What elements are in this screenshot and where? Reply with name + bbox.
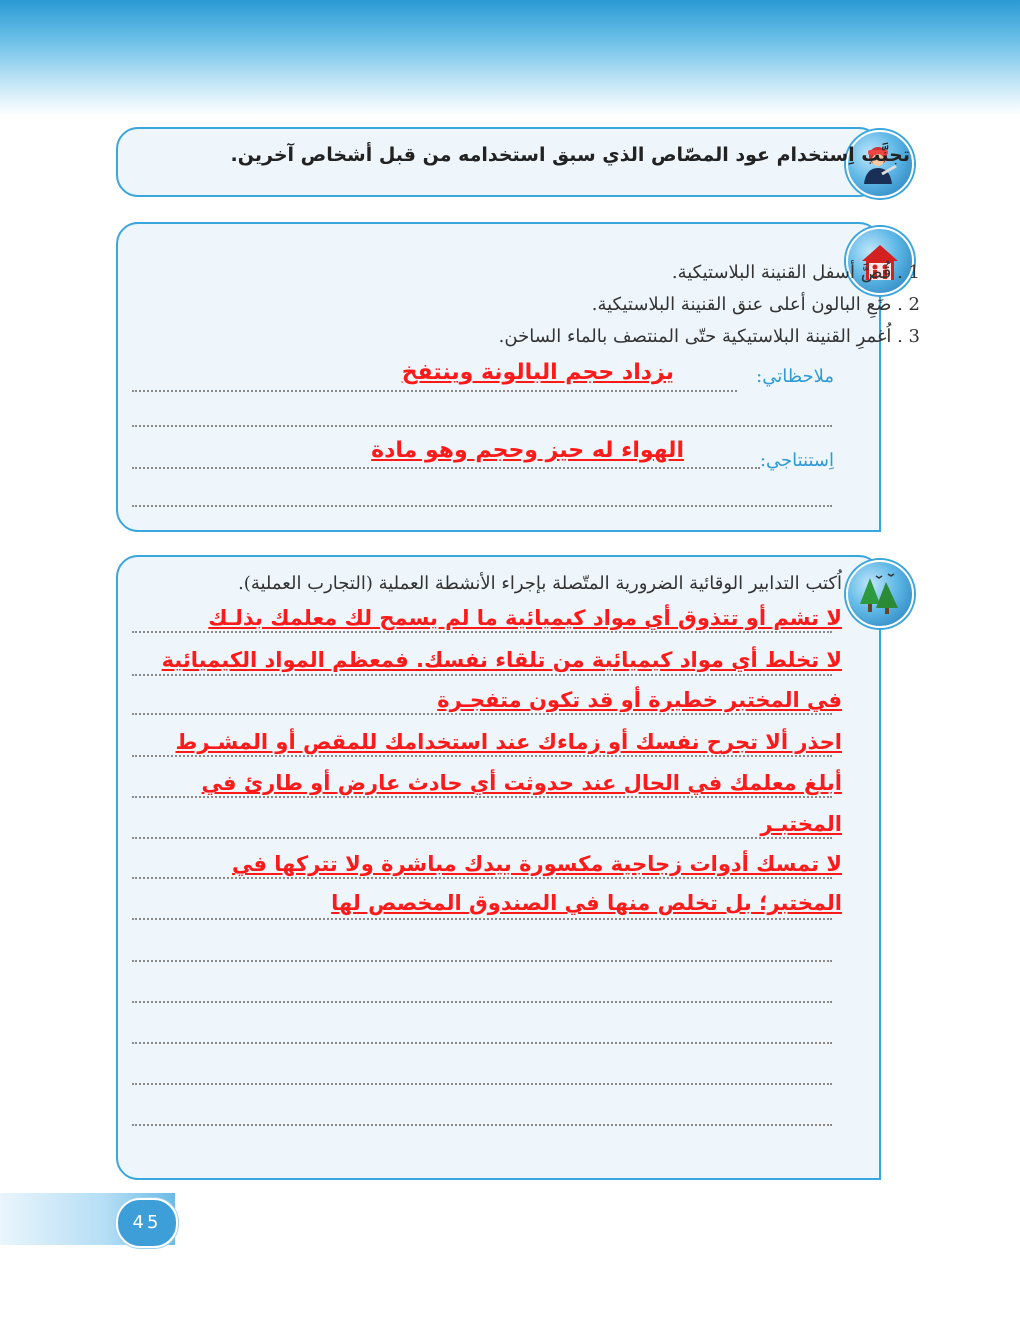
warning-text: تجنَّب اِستخدام عود المصّاص الذي سبق استخدامه من قبل أشخاص آخرين. — [230, 144, 910, 166]
page-number: 45 — [116, 1198, 178, 1248]
conclusion-answer: الهواء له حيز وحجم وهو مادة — [371, 438, 684, 463]
writing-line — [132, 960, 832, 962]
step-1: 1 . قُصَّ أسفل القنينة البلاستيكية. — [671, 262, 920, 283]
writing-line — [132, 1083, 832, 1085]
observations-label: ملاحظاتي: — [756, 366, 834, 387]
safety-answer-line-2: لا تخلط أي مواد كيميائية من تلقاء نفسك. فمعظم المواد الكيميائية — [161, 648, 842, 672]
writing-line — [132, 1042, 832, 1044]
conclusion-line-2 — [132, 505, 832, 507]
writing-line — [132, 837, 832, 839]
safety-answer-line-4: احذر ألا تجرح نفسك أو زماءك عند استخدامك للمقص أو المشـرط — [175, 730, 842, 754]
writing-line — [132, 796, 832, 798]
writing-line — [132, 713, 832, 715]
step-3: 3 . اُغمرِ القنينة البلاستيكية حتّى المنتصف بالماء الساخن. — [498, 326, 920, 347]
step-2: 2 . ضَعِ البالون أعلى عنق القنينة البلاستيكية. — [591, 294, 920, 315]
writing-line — [132, 631, 832, 633]
safety-answer-line-6: المختبـر — [760, 812, 842, 836]
safety-answer-line-7: لا تمسك أدوات زجاجية مكسورة بيدك مباشرة ولا تتركها في — [231, 852, 842, 876]
writing-line — [132, 1001, 832, 1003]
top-header-band — [0, 0, 1020, 115]
safety-answer-line-3: في المختبر خطيرة أو قد تكون متفجـرة — [437, 688, 842, 712]
observations-line-2 — [132, 425, 832, 427]
safety-answer-line-1: لا تشم أو تتذوق أي مواد كيميائية ما لم يسمح لك معلمك بذلـك — [208, 606, 842, 630]
writing-line — [132, 918, 832, 920]
home-family-icon — [846, 227, 914, 295]
trees-birds-icon — [846, 560, 914, 628]
writing-line — [132, 674, 832, 676]
writing-line — [132, 755, 832, 757]
observations-answer: يزداد حجم البالونة وينتفخ — [401, 360, 674, 385]
writing-line — [132, 877, 832, 879]
writing-line — [132, 1124, 832, 1126]
safety-prompt: اُكتب التدابير الوقائية الضرورية المتّصلة بإجراء الأنشطة العملية (التجارب العملية). — [238, 573, 842, 594]
safety-answer-line-8: المختبر؛ بل تخلص منها في الصندوق المخصص لها — [331, 891, 842, 915]
conclusion-label: اِستنتاجي: — [759, 450, 834, 471]
observations-line-1 — [132, 390, 737, 392]
conclusion-line-1 — [132, 467, 760, 469]
safety-answer-line-5: أبلغ معلمك في الحال عند حدوثت أي حادث عارض أو طارئ في — [201, 771, 842, 795]
